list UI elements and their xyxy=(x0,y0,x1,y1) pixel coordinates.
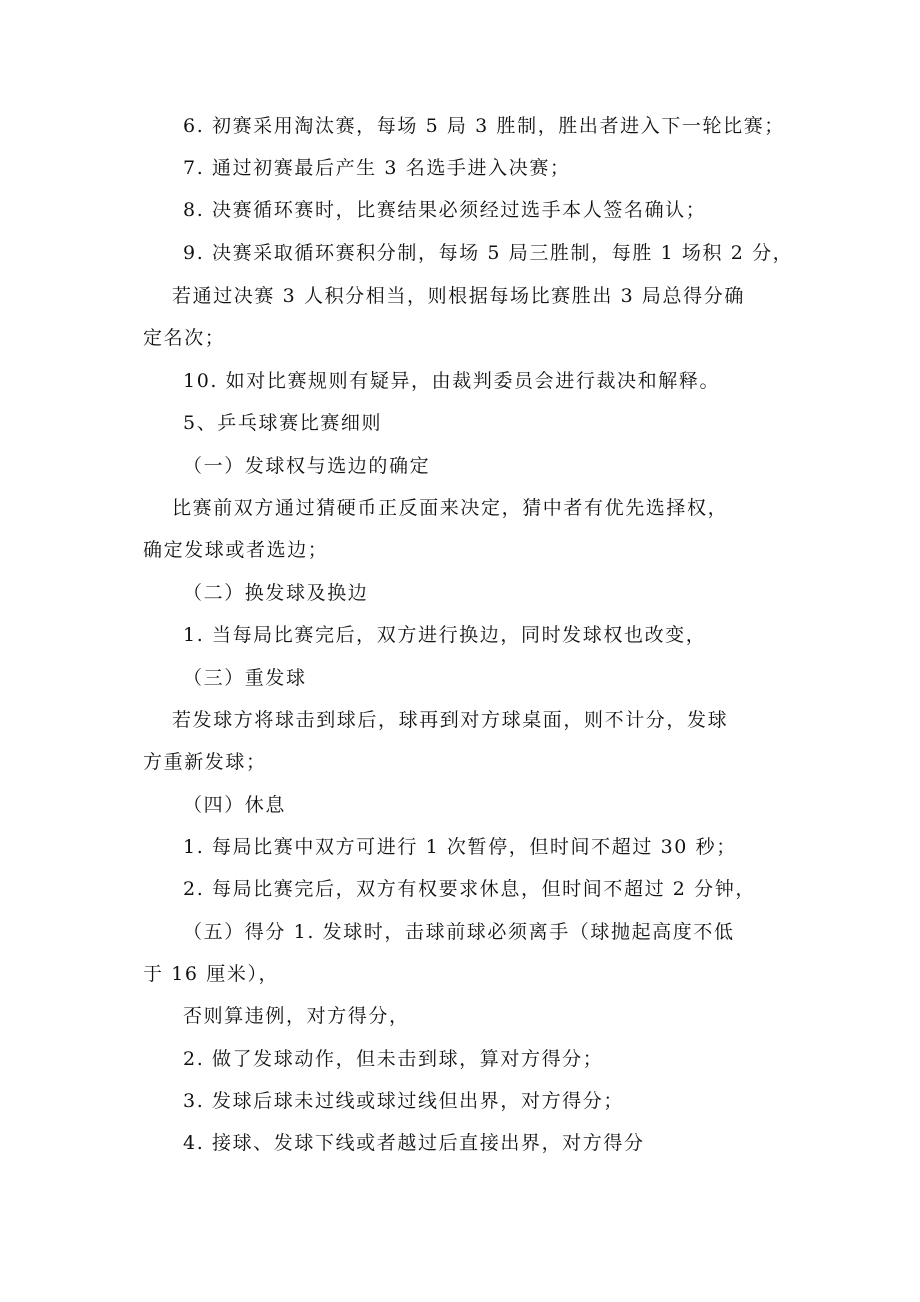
paragraph-serve-choice-wrap: 确定发球或者选边； xyxy=(143,539,329,561)
subsection-heading-4: （四）休息 xyxy=(183,794,287,816)
paragraph-reserve: 若发球方将球击到球后，球再到对方球桌面，则不计分，发球 xyxy=(172,709,729,731)
list-item-scoring-2: 2. 做了发球动作，但未击到球，算对方得分； xyxy=(183,1048,604,1070)
subsection-heading-3: （三）重发球 xyxy=(183,667,307,689)
list-item-rest: 2. 每局比赛完后，双方有权要求休息，但时间不超过 2 分钟， xyxy=(183,878,756,900)
list-item-timeout: 1. 每局比赛中双方可进行 1 次暂停，但时间不超过 30 秒； xyxy=(183,836,737,858)
list-item-switch-sides: 1. 当每局比赛完后，双方进行换边，同时发球权也改变， xyxy=(183,624,707,646)
paragraph-reserve-wrap: 方重新发球； xyxy=(143,751,267,773)
list-item-scoring-4: 4. 接球、发球下线或者越过后直接出界，对方得分 xyxy=(183,1132,645,1154)
scoring-wrap: 于 16 厘米）， xyxy=(143,963,280,985)
list-item-scoring-3: 3. 发球后球未过线或球过线但出界，对方得分； xyxy=(183,1090,624,1112)
rule-7: 7. 通过初赛最后产生 3 名选手进入决赛； xyxy=(183,157,571,179)
paragraph-serve-choice: 比赛前双方通过猜硬币正反面来决定，猜中者有优先选择权， xyxy=(172,497,729,519)
subsection-heading-1: （一）发球权与选边的确定 xyxy=(183,455,431,477)
rule-10: 10. 如对比赛规则有疑异，由裁判委员会进行裁决和解释。 xyxy=(183,370,721,392)
rule-8: 8. 决赛循环赛时，比赛结果必须经过选手本人签名确认； xyxy=(183,199,707,221)
rule-6: 6. 初赛采用淘汰赛，每场 5 局 3 胜制，胜出者进入下一轮比赛； xyxy=(183,115,785,137)
subsection-heading-5: （五）得分 1. 发球时，击球前球必须离手（球抛起高度不低 xyxy=(183,921,735,943)
scoring-foul: 否则算违例，对方得分， xyxy=(183,1005,410,1027)
section-heading-5: 5、乒乓球赛比赛细则 xyxy=(183,412,383,434)
rule-9-wrap: 定名次； xyxy=(143,327,226,349)
rule-9: 9. 决赛采取循环赛积分制，每场 5 局三胜制，每胜 1 场积 2 分， xyxy=(183,242,794,264)
subsection-heading-2: （二）换发球及换边 xyxy=(183,582,369,604)
rule-9-continuation: 若通过决赛 3 人积分相当，则根据每场比赛胜出 3 局总得分确 xyxy=(172,285,745,307)
